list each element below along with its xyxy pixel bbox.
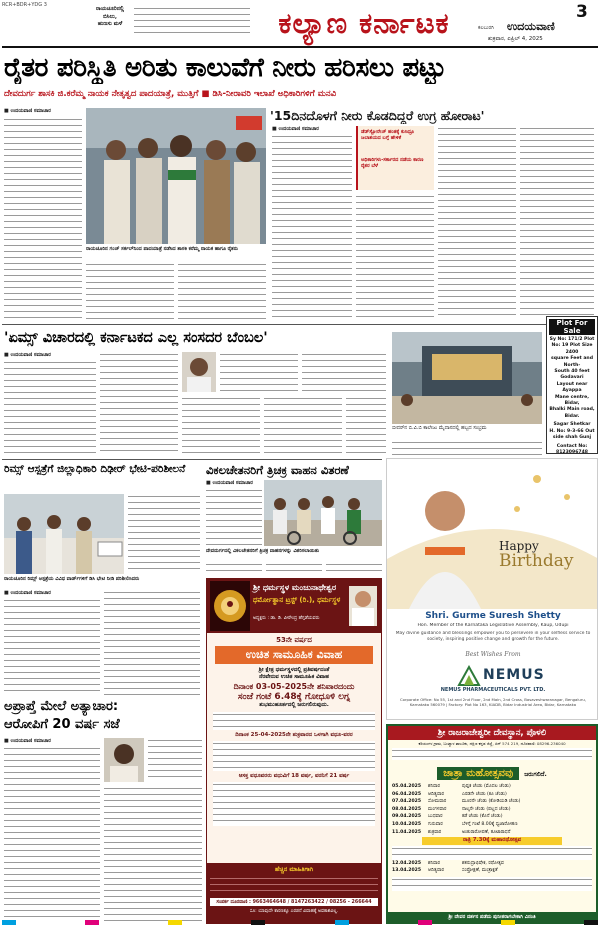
dc-visit-body-col1 bbox=[4, 598, 100, 696]
nemus-logo-icon bbox=[457, 665, 481, 687]
lead-body-col3 bbox=[178, 262, 266, 320]
aims-headline: 'ಏಮ್ಸ್ ವಿಚಾರದಲ್ಲಿ ಕರ್ನಾಟಕದ ಎಲ್ಲ ಸಂಸದರ ಬೆಂಬಲ' bbox=[4, 330, 268, 346]
birthday-happy: Happy bbox=[499, 539, 539, 553]
jatra-event: ಮೂರನೇ ಚೆಂಡು (ಕೋಡಿಯಡಿ ಚೆಂಡು) bbox=[462, 799, 521, 805]
edition-code: RCR+BDR+YDG 3 bbox=[2, 2, 47, 8]
temple-ad-title: ಉಚಿತ ಸಾಮೂಹಿಕ ವಿವಾಹ bbox=[215, 646, 373, 664]
dc-visit-photo-image bbox=[4, 494, 124, 574]
jatra-day: ಶನಿವಾರ bbox=[428, 860, 441, 866]
reg-mark bbox=[501, 920, 515, 925]
jatra-event: ಸಂಪ್ರೋಕ್ಷಣೆ, ಮಂತ್ರಾಕ್ಷತೆ bbox=[462, 868, 498, 874]
lead-headline: ರೈತರ ಪರಿಸ್ಥಿತಿ ಅರಿತು ಕಾಲುವೆಗೆ ನೀರು ಹರಿಸಲು ಪಟ್ಟು bbox=[4, 53, 446, 83]
plot-ad-title: Plot For Sale bbox=[549, 319, 595, 335]
reg-mark bbox=[584, 920, 598, 925]
plot-ad-lines bbox=[549, 337, 595, 456]
temple-ad-footer-title: ಹೆಚ್ಚಿನ ಮಾಹಿತಿಗಾಗಿ bbox=[274, 866, 314, 873]
jatra-ad-top: ಶ್ರೀ ರಾಜರಾಜೇಶ್ವರೀ ದೇವಸ್ಥಾನ, ಪೊಳಲಿ bbox=[388, 726, 596, 740]
tag-line: ರಾಯಚೂರಿನಲ್ಲಿ bbox=[95, 6, 125, 12]
temple-ad-footer-body bbox=[210, 876, 378, 896]
aims-portrait bbox=[182, 352, 216, 392]
nemus-full: NEMUS PHARMACEUTICALS PVT. LTD. bbox=[440, 687, 546, 693]
jatra-ad bbox=[386, 724, 598, 924]
lead-photo-image bbox=[86, 108, 266, 244]
aims-body-col3 bbox=[182, 396, 260, 456]
crime-body-col1 bbox=[4, 746, 100, 922]
crime-portrait bbox=[104, 738, 144, 782]
crime-body-col2 bbox=[148, 738, 202, 782]
disabled-photo-image bbox=[264, 480, 382, 546]
jatra-event: ಎರಡನೇ ಚೆಂಡು (ಕೂ ಚೆಂಡು) bbox=[462, 791, 507, 797]
page-number: 3 bbox=[576, 2, 588, 22]
plot-ad bbox=[546, 316, 598, 454]
lead-body-col4 bbox=[272, 134, 352, 320]
festival-photo-image bbox=[392, 332, 542, 424]
temple-ad bbox=[206, 578, 382, 924]
page-date: ಶುಕ್ರವಾರ, ಏಪ್ರಿಲ್ 4, 2025 bbox=[488, 36, 543, 42]
jatra-day: ಶುಕ್ರವಾರ bbox=[428, 829, 442, 835]
plot-ad-name: Sagar Shetkar bbox=[553, 422, 591, 428]
jatra-date: 13.04.2025 bbox=[392, 868, 422, 874]
jatra-date: 12.04.2025 bbox=[392, 860, 422, 866]
jatra-date: 06.04.2025 bbox=[392, 791, 422, 797]
birthday-wish: May divine guidance and blessings empower you to persevere in your selfless service to society, inspiring positive change and growth for the future. bbox=[395, 631, 591, 642]
temple-ad-header-line1: ಶ್ರೀ ಧರ್ಮಸ್ಥಳ ಮಂಜುನಾಥೇಶ್ವರ bbox=[253, 583, 337, 592]
jatra-date: 08.04.2025 bbox=[392, 806, 422, 812]
lead-quote: '15ದಿನದೊಳಗೆ ನೀರು ಕೊಡದಿದ್ದರೆ ಉಗ್ರ ಹೋರಾಟ' bbox=[270, 108, 485, 123]
lead-body-col5 bbox=[356, 194, 434, 320]
aims-body-col5 bbox=[264, 396, 342, 456]
temple-ad-footer bbox=[207, 863, 381, 923]
jatra-ad-body bbox=[392, 877, 592, 891]
lead-body-col7 bbox=[520, 126, 594, 320]
dc-visit-body-right bbox=[128, 494, 200, 574]
lead-subhead: ದೇವದುರ್ಗ ಶಾಸಕಿ ಜಿ.ಕರೆಮ್ಮ ನಾಯಕ ನೇತೃತ್ವದ ಪಾದಯಾತ್ರೆ, ಮುತ್ತಿಗೆ ■ ಡಿಸಿ-ನೀರಾವರಿ ಇಲಾಖೆ ಅಧಿಕಾರಿಗಳಿಗೆ ಮನವಿ bbox=[4, 89, 337, 99]
plot-ad-line: No: 19 Plot Size 2400 bbox=[551, 343, 593, 355]
jatra-schedule-row bbox=[392, 798, 592, 806]
jatra-ad-title-row bbox=[388, 761, 596, 780]
plot-ad-line: Bhalki Main road, Bidar. bbox=[549, 407, 595, 419]
temple-ad-header bbox=[207, 579, 381, 633]
jatra-schedule-row bbox=[392, 821, 592, 829]
birthday-title: Hon. Member of the Karnataka Legislative Assembly, Kaup, Udupi bbox=[417, 623, 569, 628]
jatra-schedule-row bbox=[392, 791, 592, 799]
aims-body-col6 bbox=[302, 352, 386, 392]
disabled-headline: ವಿಕಲಚೇತನರಿಗೆ ತ್ರಿಚಕ್ರ ವಾಹನ ವಿತರಣೆ bbox=[206, 463, 349, 477]
temple-ad-line: ಶ್ರೀ ಕ್ಷೇತ್ರ ಧರ್ಮಸ್ಥಳದಲ್ಲಿ ಪ್ರತಿವರ್ಷದಂತೆ bbox=[258, 667, 330, 673]
dc-visit-headline bbox=[4, 462, 200, 476]
festival-caption bbox=[392, 425, 542, 439]
jatra-ad-body bbox=[392, 846, 592, 860]
jatra-schedule-row bbox=[392, 829, 592, 837]
jatra-date: 09.04.2025 bbox=[392, 814, 422, 820]
birthday-ad bbox=[386, 458, 598, 720]
header-left-tag bbox=[90, 6, 130, 29]
jatra-day: ಆದಿತ್ಯವಾರ bbox=[428, 791, 445, 797]
lead-quote-byline: ■ ಉದಯವಾಣಿ ಸಮಾಚಾರ bbox=[272, 126, 319, 132]
aims-body-col2 bbox=[100, 352, 178, 456]
plot-ad-contact: Contact No: 8123096748 bbox=[556, 443, 588, 455]
reg-mark bbox=[85, 920, 99, 925]
jatra-event: ಶತರುದ್ರಾಭಿಷೇಕ, ರಥೋತ್ಸವ bbox=[462, 860, 505, 866]
aims-body-col4 bbox=[220, 352, 298, 392]
highlight-item: ಅಧಿಕಾರಿಗಳು-ಸರ್ಕಾರದ ನಡೆಯ ಕಾರಣ ರೈತರ ಬೆಳೆ bbox=[361, 157, 424, 169]
crime-body-col3 bbox=[104, 786, 202, 922]
temple-ad-footer-note: ಸೂ: ಯಾವುದೇ ಕಾರಣಕ್ಕೂ ಎರಡನೆ ವಿವಾಹಕ್ಕೆ ಅವಕಾಶವಿಲ್ಲ. bbox=[249, 909, 339, 914]
birthday-ad-backdrop bbox=[387, 459, 598, 609]
disabled-caption: ದೇವದುರ್ಗದಲ್ಲಿ ವಿಕಲಚೇತನರಿಗೆ ತ್ರಿಚಕ್ರ ವಾಹನಗಳನ್ನು ವಿತರಿಸಲಾಯಿತು bbox=[206, 548, 320, 554]
temple-ad-line: ಶುಭಮುಹೂರ್ತದಲ್ಲಿ ಜರುಗಲಿರುವುದು. bbox=[259, 702, 329, 708]
temple-ad-line: ದಿನಾಂಕ 03-05-2025ನೇ ಶನಿವಾರದಂದು bbox=[233, 682, 355, 691]
jatra-event: ಕಡೆ ಚೆಂಡು (ಕೊನೆ ಚೆಂಡು) bbox=[462, 814, 503, 820]
jatra-day: ಶನಿವಾರ bbox=[428, 784, 441, 789]
plot-ad-line: South 40 feet Godavari bbox=[554, 369, 590, 381]
jatra-date: 07.04.2025 bbox=[392, 799, 422, 805]
temple-ad-president: ಅಧ್ಯಕ್ಷರು : ಡಾ. ಡಿ. ವೀರೇಂದ್ರ ಹೆಗ್ಗಡೆಯವರು bbox=[253, 616, 320, 621]
lead-body-col2 bbox=[86, 262, 174, 320]
reg-mark bbox=[335, 920, 349, 925]
birthday-birthday: Birthday bbox=[499, 551, 574, 571]
section-rule bbox=[2, 459, 382, 460]
aims-portrait-image bbox=[182, 352, 216, 392]
dc-visit-body-col2 bbox=[104, 590, 200, 696]
jatra-ad-sub: ಕರಿಯಂಗಳ ಗ್ರಾಮ, ಬಂಟ್ವಾಳ ತಾಲೂಕು, ದಕ್ಷಿಣ ಕನ್ನಡ ಜಿಲ್ಲೆ, ಪಿನ್ 574 219, ದೂರವಾಣಿ: 08296-236040 bbox=[418, 741, 566, 746]
jatra-schedule-row bbox=[392, 783, 592, 791]
lead-byline: ■ ಉದಯವಾಣಿ ಸಮಾಚಾರ bbox=[4, 108, 51, 114]
disabled-body-col2 bbox=[206, 562, 262, 576]
jatra-event: ಬೆಳಿಗ್ಗೆ ಗಂಟೆ 8.00ಕ್ಕೆ ಧ್ವಜಾರೋಹಣ bbox=[462, 821, 518, 827]
temple-ad-contact: ಸಂಪರ್ಕ ದೂರವಾಣಿ : 9663464648 / 8147263422 / 08256 - 266644 bbox=[210, 898, 378, 906]
lead-body-col1 bbox=[4, 117, 82, 319]
dc-visit-caption: ರಾಯಚೂರಿನ ರಿಮ್ಸ್ ಆಸ್ಪತ್ರೆಯ ವಿವಿಧ ವಾರ್ಡ್‌ಗಳಿಗೆ ಡಿಸಿ ಭೇಟಿ ನೀಡಿ ಪರಿಶೀಲಿಸಿದರು bbox=[4, 576, 140, 582]
jatra-event: ನಾಲ್ಕನೇ ಚೆಂಡು (ಪಲ್ಲದ ಚೆಂಡು) bbox=[462, 806, 511, 812]
jatra-day: ಗುರುವಾರ bbox=[428, 821, 443, 827]
lead-highlights-box bbox=[356, 126, 434, 190]
jatra-schedule-row bbox=[392, 860, 592, 868]
birthday-name: Shri. Gurme Suresh Shetty bbox=[425, 611, 561, 621]
reg-mark bbox=[2, 920, 16, 925]
jatra-schedule-row bbox=[392, 867, 592, 875]
festival-body bbox=[392, 440, 542, 456]
lead-body-col6 bbox=[438, 126, 516, 320]
jatra-event: ಪುಷ್ಪಕ ಚೆಂಡು (ಮೊದಲ ಚೆಂಡು) bbox=[462, 784, 511, 789]
jatra-schedule-row bbox=[392, 813, 592, 821]
temple-ad-year: 53ನೇ ವರ್ಷದ bbox=[276, 636, 312, 644]
nemus-short: NEMUS bbox=[483, 667, 545, 683]
dc-visit-byline: ■ ಉದಯವಾಣಿ ಸಮಾಚಾರ bbox=[4, 590, 51, 596]
disabled-byline: ■ ಉದಯವಾಣಿ ಸಮಾಚಾರ bbox=[206, 480, 253, 486]
temple-president-portrait bbox=[349, 586, 377, 626]
jatra-day: ಮಂಗಳವಾರ bbox=[428, 806, 447, 812]
deity-icon bbox=[210, 581, 250, 631]
lead-photo-caption: ರಾಯಚೂರಿನ ಗಂಜ್ ಸರ್ಕಲ್‌ನಿಂದ ಪಾದಯಾತ್ರೆ ನಡೆಸಿದ ಶಾಸಕಿ ಕರೆಮ್ಮ ನಾಯಕ ಹಾಗೂ ರೈತರು bbox=[86, 246, 238, 252]
tag-line: ಬಿಸಿಲು, bbox=[102, 13, 118, 20]
crime-portrait-image bbox=[104, 738, 144, 782]
jatra-date: 10.04.2025 bbox=[392, 821, 422, 827]
dc-visit-photo bbox=[4, 494, 124, 574]
masthead: ಕಲ್ಯಾಣ ಕರ್ನಾಟಕ bbox=[278, 6, 450, 40]
plot-ad-line: square Feet and North- bbox=[550, 356, 593, 368]
plot-ad-line: Mane centre, Bidar, bbox=[554, 394, 590, 407]
jatra-ad-title: ಜಾತ್ರಾ ಮಹೋತ್ಸವವು bbox=[437, 767, 519, 780]
temple-ad-header-line2: ಧರ್ಮೋತ್ಥಾನ ಟ್ರಸ್ಟ್ (ರಿ.), ಧರ್ಮಸ್ಥಳ bbox=[253, 596, 341, 604]
disabled-photo bbox=[264, 480, 382, 546]
temple-ad-body bbox=[213, 741, 375, 771]
tag-line: ಹುಣಸು ಮಳೆ bbox=[97, 21, 123, 27]
header-left-teaser bbox=[134, 6, 250, 34]
reg-mark bbox=[168, 920, 182, 925]
disabled-body-col4 bbox=[326, 562, 382, 576]
jatra-day: ಆದಿತ್ಯವಾರ bbox=[428, 868, 445, 874]
crime-headline-2: ಆರೋಪಿಗೆ 20 ವರ್ಷ ಸಜೆ bbox=[4, 717, 120, 732]
jatra-date: 05.04.2025 bbox=[392, 784, 422, 789]
plot-ad-address: H. No: 9-3-66 Out side shah Gunj bbox=[549, 428, 595, 441]
header-rule bbox=[2, 46, 598, 48]
festival-caption-line: ಬೀದರ್‌ನ ಬಿ.ವಿ.ಬಿ ಕಾಲೇಜು bbox=[392, 425, 438, 431]
crime-byline: ■ ಉದಯವಾಣಿ ಸಮಾಚಾರ bbox=[4, 738, 51, 744]
lead-photo bbox=[86, 108, 266, 244]
temple-ad-body bbox=[213, 782, 375, 826]
aims-body-col7 bbox=[346, 396, 386, 456]
nemus-address: Corporate Office: No 55, 1st and 2nd Floor, 2nd Main, 2nd Cross, Basaveshwaranagar, Bengaluru, Karnataka 560079 | Factory: Plot No 163, KIADB, Bidar Industrial Area, Bidar, Karnataka bbox=[400, 697, 586, 707]
highlight-item: ಡೆಡ್‌ಸ್ಟೋರೇಜ್ ಹಂತಕ್ಕೆ ಕುಸಿದ್ರೂ ಜಲಾಶಯದ ಬಗ್ಗೆ ಹೇಳಿಕೆ bbox=[361, 129, 415, 141]
reg-mark bbox=[251, 920, 265, 925]
festival-photo bbox=[392, 332, 542, 424]
temple-ad-line: ಸಂಜೆ ಗಂಟೆ 6.48ಕ್ಕೆ ಗೋಧೂಳಿ ಲಗ್ನ bbox=[237, 692, 351, 702]
plot-ad-line: Sy No: 171/2 Plot bbox=[549, 337, 595, 342]
jatra-day: ಬುಧವಾರ bbox=[428, 814, 443, 820]
paper-label: ಕಲಬುರಗಿ bbox=[478, 25, 494, 31]
aims-byline: ■ ಉದಯವಾಣಿ ಸಮಾಚಾರ bbox=[4, 352, 51, 358]
jatra-schedule-row bbox=[392, 806, 592, 814]
section-rule bbox=[2, 324, 598, 325]
jatra-day: ಸೋಮವಾರ bbox=[428, 799, 447, 805]
crime-headline-1: ಅಪ್ರಾಪ್ತೆ ಮೇಲೆ ಅತ್ಯಾಚಾರ: bbox=[4, 699, 119, 714]
dc-visit-headline-text: ರಿಮ್ಸ್ ಆಸ್ಪತ್ರೆಗೆ ಜಿಲ್ಲಾಧಿಕಾರಿ ದಿಢೀರ್ ಭೇಟಿ-ಪರಿಶೀಲನೆ bbox=[4, 463, 186, 475]
jatra-event: ಅಂಕುರಾರೋಪಣೆ, ತೂಟಾರಾಧನೆ bbox=[462, 829, 511, 835]
festival-caption-line: ಮೈದಾನದಲ್ಲಿ ಹಬ್ಬದ ಸಂಭ್ರಮ bbox=[438, 425, 487, 431]
jatra-footer: ಶ್ರೀ ದೇವರ ದರ್ಶನ ಪಡೆದು ಪುನೀತರಾಗಬೇಕಾಗಿ ವಿನಂತಿ bbox=[388, 912, 596, 922]
reg-mark bbox=[418, 920, 432, 925]
jatra-highlight: ರಾತ್ರಿ 7.30ಕ್ಕೆ ಮಹಾರಥೋತ್ಸವ bbox=[422, 837, 562, 845]
temple-ad-line: ಆಸಕ್ತ ವಧೂವರರು ವಧುವಿಗೆ 18 ವರ್ಷ, ವರನಿಗೆ 21 ವರ್ಷ bbox=[238, 773, 350, 779]
jatra-ad-intro bbox=[392, 748, 592, 760]
paper-name: ಉದಯವಾಣಿ bbox=[507, 20, 555, 33]
aims-body-col1 bbox=[4, 360, 96, 456]
jatra-ad-title-suffix: ಜರುಗಲಿದೆ. bbox=[524, 771, 547, 778]
birthday-best-wishes: Best Wishes From bbox=[465, 651, 521, 658]
disabled-body-col3 bbox=[266, 562, 322, 576]
disabled-body-col1 bbox=[206, 488, 262, 546]
temple-ad-line: ನೆರವೇರುವ ಉಚಿತ ಸಾಮೂಹಿಕ ವಿವಾಹ bbox=[259, 674, 329, 680]
jatra-date: 11.04.2025 bbox=[392, 829, 422, 835]
temple-ad-body bbox=[213, 712, 375, 730]
registration-marks bbox=[2, 920, 598, 926]
jatra-schedule bbox=[392, 783, 592, 875]
plot-ad-line: Layout near Ayappa bbox=[556, 381, 588, 394]
temple-ad-line: ದಿನಾಂಕ 25-04-2025ನೇ ಶುಕ್ರವಾರದ ಒಳಗಾಗಿ ವಧೂ-ವರರ bbox=[235, 732, 353, 738]
